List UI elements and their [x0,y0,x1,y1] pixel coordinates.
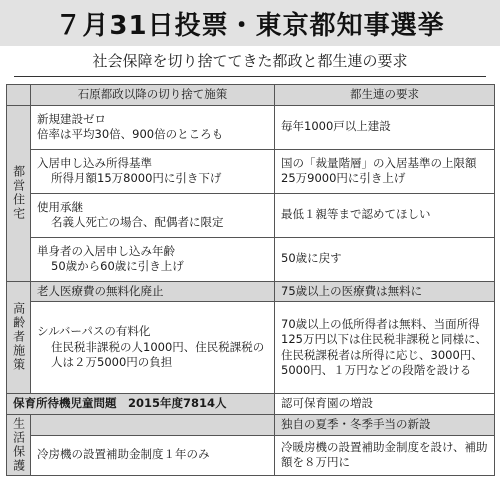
cut-title: 入居申し込み所得基準 [37,155,152,170]
demand-cell [275,237,495,281]
demand-cell [275,193,495,237]
corner-cell [7,85,31,106]
cut-title: 冷房機の設置補助金制度１年のみ [37,447,210,462]
demand-cell [275,149,495,193]
category-label-welfare: 生活保護 [7,414,31,475]
category-label-elderly: 高齢者施策 [7,281,31,394]
demand-text: 75歳以上の医療費は無料に [281,283,423,298]
cut-cell [31,435,275,475]
demand-cell [275,302,495,394]
demand-text: 毎年1000戸以上建設 [281,119,391,134]
table-row [7,302,495,394]
cut-title: 使用承継 [37,199,83,214]
demand-text: 独自の夏季・冬季手当の新設 [281,416,431,431]
table-row [7,237,495,281]
cut-title: 新規建設ゼロ [37,111,106,126]
cut-title: 単身者の入居申し込み年齢 [37,243,175,258]
demand-cell [275,414,495,435]
table-row [7,414,495,435]
demand-text: 50歳に戻す [281,251,342,266]
column-header-demands: 都生連の要求 [275,85,495,106]
demand-cell [275,281,495,302]
cut-cell [31,414,275,435]
column-header-cuts: 石原都政以降の切り捨て施策 [31,85,275,106]
cut-cell [31,237,275,281]
cut-detail: 住民税非課税の人1000円、住民税課税の人は２万5000円の負担 [51,339,265,370]
cut-title: シルバーパスの有料化 [37,324,151,339]
cut-title: 老人医療費の無料化廃止 [37,283,164,298]
comparison-table [6,84,495,476]
cut-detail: 所得月額15万8000円に引き下げ [51,171,222,186]
cut-cell [31,302,275,394]
demand-cell [275,435,495,475]
page-subtitle: 社会保障を切り捨ててきた都政と都生連の要求 [92,52,408,70]
cut-cell [31,193,275,237]
demand-cell [275,105,495,149]
demand-text: 最低１親等まで認めてほしい [281,207,431,222]
cut-cell [31,105,275,149]
table-row [7,281,495,302]
demand-cell [275,394,495,415]
cut-detail: 50歳から60歳に引き上げ [51,259,184,274]
table-row [7,149,495,193]
cut-detail: 名義人死亡の場合、配偶者に限定 [51,215,224,230]
childcare-label: 保育所待機児童問題 2015年度7814人 [7,394,275,415]
cut-cell [31,149,275,193]
table-row [7,105,495,149]
subtitle-rule [14,76,486,77]
table-row [7,193,495,237]
cut-cell [31,281,275,302]
page-title: ７月31日投票・東京都知事選挙 [0,0,500,46]
demand-text: 国の「裁量階層」の入居基準の上限額25万9000円に引き上げ [281,155,477,186]
table-row [7,435,495,475]
demand-text: 冷暖房機の設置補助金制度を設け、補助額を８万円に [281,439,488,470]
demand-text: 認可保育園の増設 [281,396,373,411]
table-row [7,394,495,415]
table-header-row [7,85,495,106]
cut-detail: 倍率は平均30倍、900倍のところも [37,127,224,142]
category-label-public-housing: 都営住宅 [7,105,31,281]
demand-text: 70歳以上の低所得者は無料、当面所得125万円以下は住民税非課税と同様に、住民税課税者は所得に応じ、3000円、5000円、１万円などの段階を設ける [281,316,487,378]
